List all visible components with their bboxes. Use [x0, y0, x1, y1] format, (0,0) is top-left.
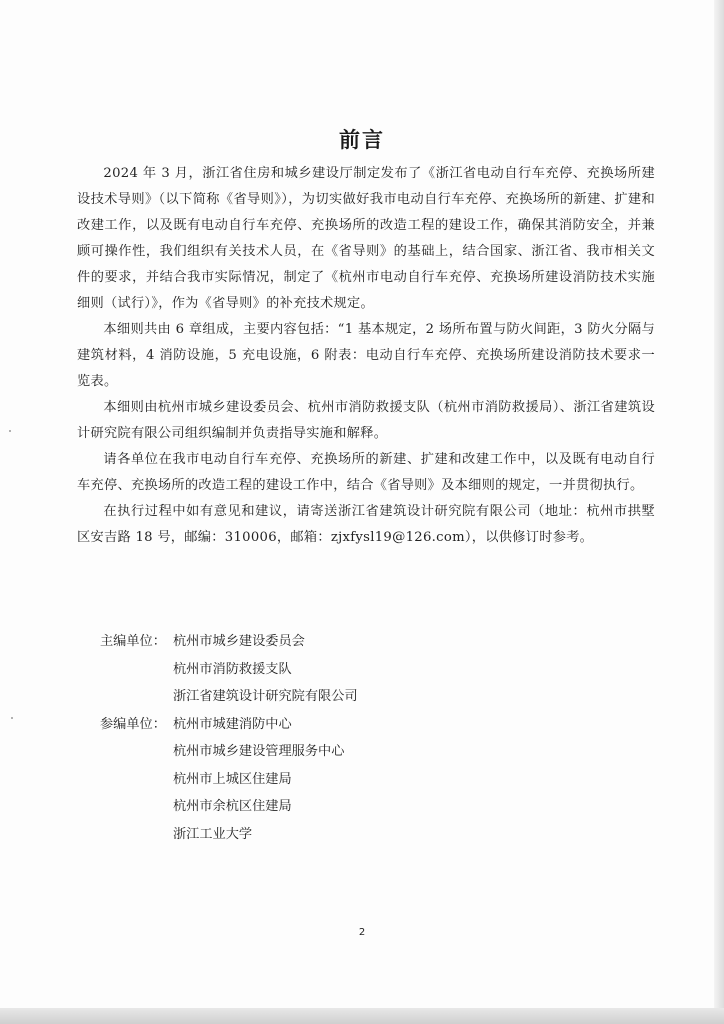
chief-editor-unit: 杭州市城乡建设委员会 — [173, 634, 305, 649]
participating-unit-row — [100, 793, 358, 821]
participating-unit: 浙江工业大学 — [173, 826, 253, 842]
page-number: 2 — [358, 927, 366, 938]
chief-editor-unit: 浙江省建筑设计研究院有限公司 — [173, 689, 358, 704]
participating-unit: 杭州市上城区住建局 — [173, 771, 292, 787]
chief-editor-label: 主编单位： — [100, 634, 166, 649]
page-title: 前言 — [339, 128, 385, 153]
participating-unit: 杭州市城建消防中心 — [173, 716, 292, 732]
preface-body — [77, 161, 655, 551]
participating-unit-row — [100, 711, 358, 739]
chief-editor-row — [100, 628, 358, 656]
chief-editor-unit: 杭州市消防救援支队 — [173, 661, 292, 677]
participating-unit: 杭州市城乡建设管理服务中心 — [173, 744, 345, 759]
preface-paragraph: 2024 年 3 月，浙江省住房和城乡建设厅制定发布了《浙江省电动自行车充停、充换场所建设技术导则》（以下简称《省导则》），为切实做好我市电动自行车充停、充换场所的新建、扩建和改建工作，以及既有电动自行车充停、充换场所的改造工程的建设工作，确保其消防安全，并兼顾可操作性，我们组织有关技术人员，在《省导则》的基础上，结合国家、浙江省、我市相关文件的要求，并结合我市实际情况，制定了《杭州市电动自行车充停、充换场所建设消防技术实施细则（试行）》，作为《省导则》的补充技术规定。 — [77, 166, 655, 311]
chief-editor-row — [100, 656, 358, 684]
preface-paragraph: 本细则共由 6 章组成，主要内容包括：“1 基本规定，2 场所布置与防火间距，3 防火分隔与建筑材料，4 消防设施，5 充电设施，6 附表：电动自行车充停、充换场所建设消防技术要求一览表。 — [77, 322, 655, 389]
scan-speck — [11, 717, 13, 719]
scan-border-bottom — [0, 1008, 724, 1024]
participating-label: 参编单位： — [100, 716, 166, 732]
preface-paragraph: 请各单位在我市电动自行车充停、充换场所的新建、扩建和改建工作中，以及既有电动自行车充停、充换场所的改造工程的建设工作中，结合《省导则》及本细则的规定，一并贯彻执行。 — [77, 452, 655, 493]
chief-editor-row — [100, 683, 358, 711]
scan-border-right — [714, 0, 724, 1024]
participating-unit-row — [100, 766, 358, 794]
participating-unit-row — [100, 738, 358, 766]
preface-paragraph: 本细则由杭州市城乡建设委员会、杭州市消防救援支队（杭州市消防救援局）、浙江省建筑设计研究院有限公司组织编制并负责指导实施和解释。 — [77, 400, 655, 441]
credits-section — [100, 628, 358, 848]
participating-unit: 杭州市余杭区住建局 — [173, 799, 292, 814]
participating-unit-row — [100, 821, 358, 849]
scan-speck — [9, 430, 11, 432]
preface-paragraph: 在执行过程中如有意见和建议，请寄送浙江省建筑设计研究院有限公司（地址：杭州市拱墅区安吉路 18 号，邮编：310006，邮箱：zjxfysl19@126.com），以供修订时参考。 — [77, 504, 655, 545]
